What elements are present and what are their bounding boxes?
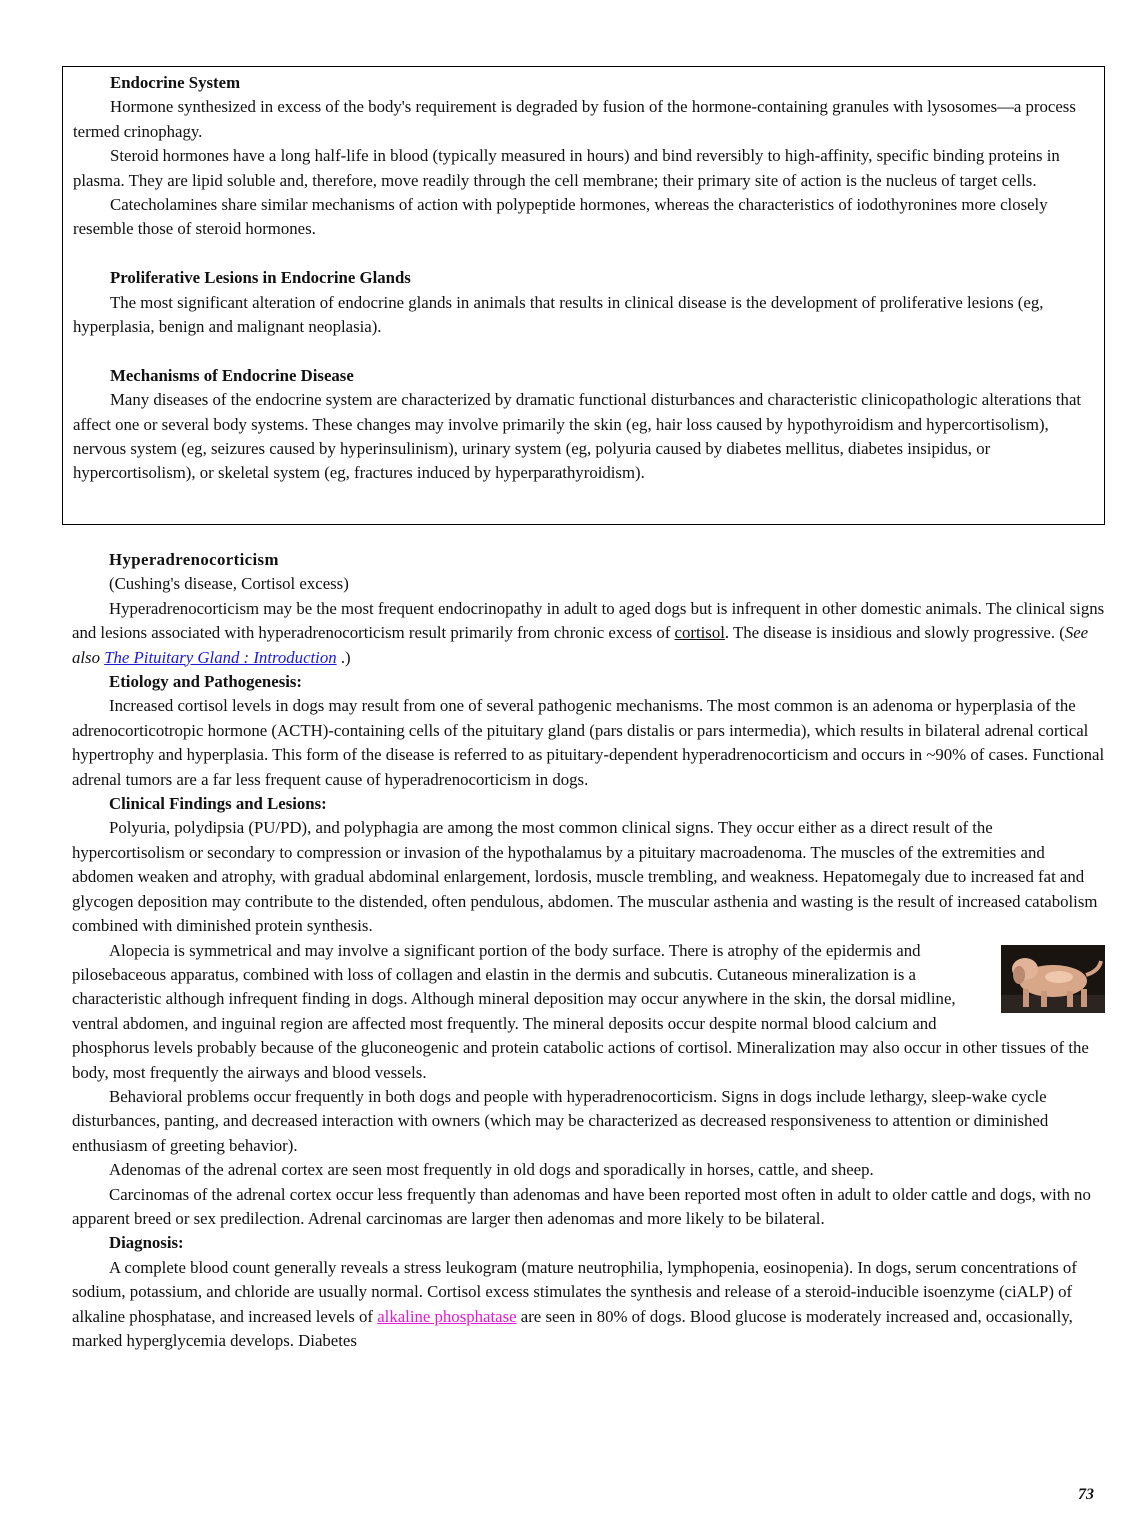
clinical-findings-heading: Clinical Findings and Lesions:: [109, 794, 327, 814]
summary-box: [62, 66, 1105, 525]
cortisol-term: cortisol: [674, 623, 725, 643]
article-subtitle: (Cushing's disease, Cortisol excess): [109, 574, 349, 594]
paragraph: Alopecia is symmetrical and may involve a significant portion of the body surface. There is atrophy of the epidermis and pilosebaceous apparatus, combined with loss of collagen and elastin in the dermis and subcutis. Cutaneous mineralization is a characteristic although infrequent finding in dogs. Although mineral deposition may occur anywhere in the skin, the dorsal midline, ventral abdomen, and inguinal region are affected most frequently. The mineral deposits occur despite normal blood calcium and phosphorus levels probably because of the gluconeogenic and protein catabolic actions of cortisol. Mineralization may also occur in other tissues of the body, most frequently the airways and blood vessels.: [72, 940, 1089, 1082]
paragraph: Carcinomas of the adrenal cortex occur less frequently than adenomas and have been reported most often in adult to older cattle and dogs, with no apparent breed or sex predilection. Adrenal carcinomas are larger then adenomas and more likely to be bilateral.: [72, 1184, 1091, 1228]
diagnosis-heading: Diagnosis:: [109, 1233, 184, 1253]
diagnosis-paragraph: A complete blood count generally reveals a stress leukogram (mature neutrophilia, lymphopenia, eosinopenia). In dogs, serum concentrations of sodium, potassium, and chloride are usually normal. Cortisol excess stimulates the synthesis and release of a steroid-inducible isoenzyme (ciALP) of alkaline phosphatase, and increased levels of alkaline phosphatase are seen in 80% of dogs. Blood glucose is moderately increased and, occasionally, marked hyperglycemia develops. Diabetes: [72, 1257, 1077, 1350]
alkaline-phosphatase-link[interactable]: alkaline phosphatase: [377, 1306, 517, 1326]
paragraph: Adenomas of the adrenal cortex are seen most frequently in old dogs and sporadically in horses, cattle, and sheep.: [109, 1160, 874, 1180]
paragraph: The most significant alteration of endocrine glands in animals that results in clinical disease is the development of proliferative lesions (eg, hyperplasia, benign and malignant neoplasia).: [73, 292, 1044, 337]
article-title: Hyperadrenocorticism: [109, 550, 279, 569]
etiology-heading: Etiology and Pathogenesis:: [109, 672, 303, 692]
paragraph: Polyuria, polydipsia (PU/PD), and polyphagia are among the most common clinical signs. They occur either as a direct result of the hypercortisolism or secondary to compression or invasion of the hypothalamus by a pituitary macroadenoma. The muscles of the extremities and abdomen weaken and atrophy, with gradual abdominal enlargement, lordosis, muscle trembling, and weakness. Hepatomegaly due to increased fat and glycogen deposition may contribute to the distended, often pendulous, abdomen. The muscular asthenia and wasting is the result of increased catabolism combined with diminished protein synthesis.: [72, 818, 1098, 936]
paragraph: Increased cortisol levels in dogs may result from one of several pathogenic mechanisms. The most common is an adenoma or hyperplasia of the adrenocorticotropic hormone (ACTH)-containing cells of the pituitary gland (pars distalis or pars intermedia), which results in bilateral adrenal cortical hypertrophy and hyperplasia. This form of the disease is referred to as pituitary-dependent hyperadrenocorticism and occurs in ~90% of cases. Functional adrenal tumors are a far less frequent cause of hyperadrenocorticism in dogs.: [72, 696, 1105, 789]
paragraph: Many diseases of the endocrine system are characterized by dramatic functional disturbances and characteristic clinicopathologic alterations that affect one or several body systems. These changes may involve primarily the skin (eg, hair loss caused by hypothyroidism and hypercortisolism), nervous system (eg, seizures caused by hyperinsulinism), urinary system (eg, polyuria caused by diabetes mellitus, diabetes insipidus, or hypercortisolism), or skeletal system (eg, fractures induced by hyperparathyroidism).: [73, 390, 1082, 483]
paragraph: Hormone synthesized in excess of the body's requirement is degraded by fusion of the hormone-containing granules with lysosomes—a process termed crinophagy.: [73, 97, 1076, 141]
section-heading-mechanisms: Mechanisms of Endocrine Disease: [110, 365, 354, 385]
paragraph: Catecholamines share similar mechanisms of action with polypeptide hormones, whereas the characteristics of iodothyronines more closely resemble those of steroid hormones.: [73, 195, 1048, 239]
intro-paragraph: Hyperadrenocorticism may be the most frequent endocrinopathy in adult to aged dogs but is infrequent in other domestic animals. The clinical signs and lesions associated with hyperadrenocorticism result primarily from chronic excess of cortisol. The disease is insidious and slowly progressive. (See also The Pituitary Gland : Introduction .): [72, 598, 1105, 667]
section-heading-endocrine-system: Endocrine System: [110, 73, 241, 92]
paragraph: Steroid hormones have a long half-life in blood (typically measured in hours) and bind reversibly to high-affinity, specific binding proteins in plasma. They are lipid soluble and, therefore, move readily through the cell membrane; their primary site of action is the nucleus of target cells.: [73, 146, 1060, 190]
pituitary-gland-link[interactable]: The Pituitary Gland : Introduction: [104, 647, 337, 667]
dog-alopecia-thumbnail[interactable]: [1001, 945, 1105, 1013]
main-article: [72, 548, 1105, 1353]
paragraph: Behavioral problems occur frequently in both dogs and people with hyperadrenocorticism. Signs in dogs include lethargy, sleep-wake cycle disturbances, panting, and decreased interaction with owners (which may be characterized as decreased responsiveness to attention or diminished enthusiasm of greeting behavior).: [72, 1086, 1049, 1155]
section-heading-proliferative-lesions: Proliferative Lesions in Endocrine Glands: [110, 268, 411, 288]
page-number: 73: [1078, 1486, 1094, 1503]
